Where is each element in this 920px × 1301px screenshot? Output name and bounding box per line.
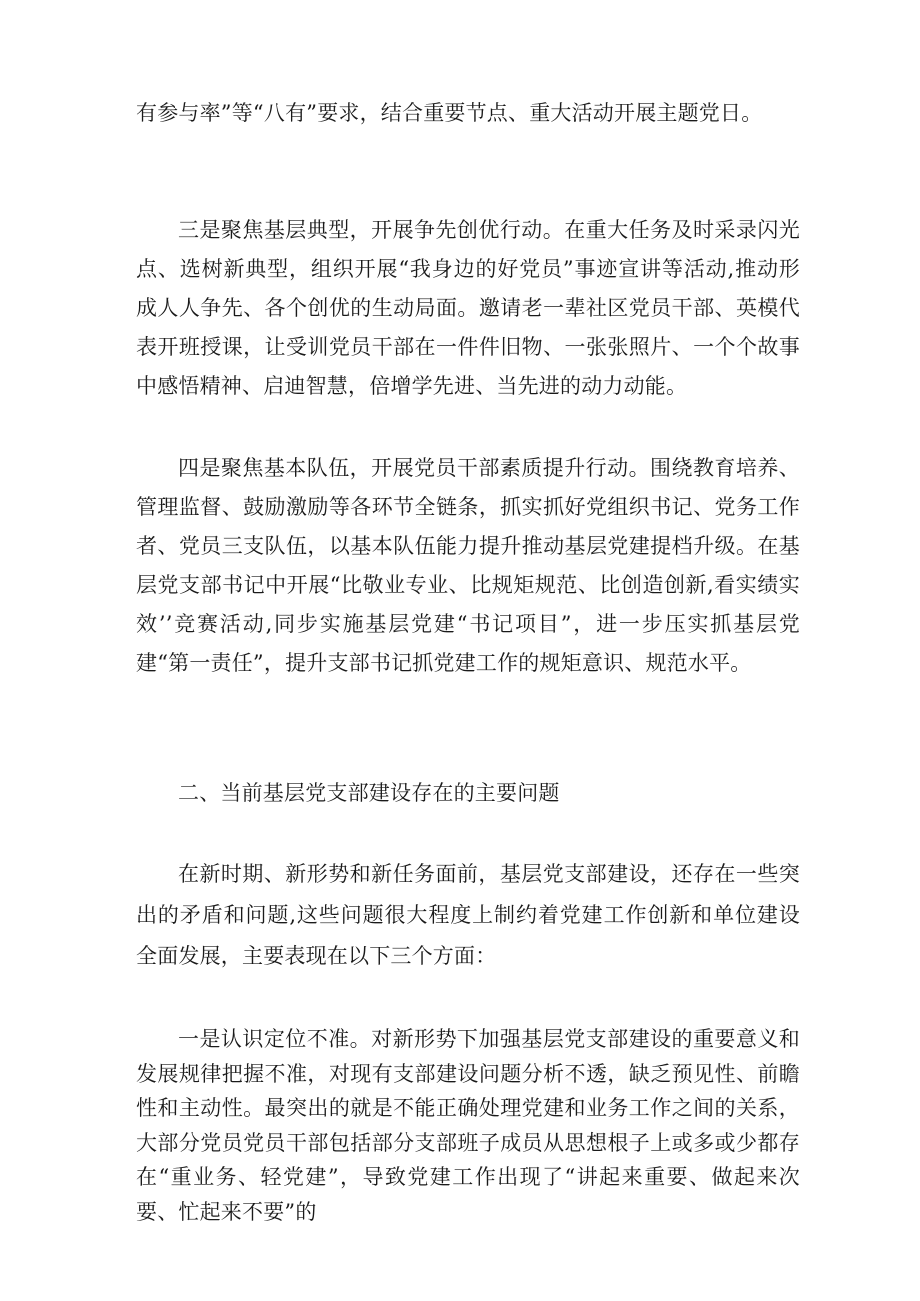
paragraph-point-three: 三是聚焦基层典型，开展争先创优行动。在重大任务及时采录闪光点、选树新典型，组织开展“我身边的好党员”事迹宣讲等活动,推动形成人人争先、各个创优的生动局面。邀请老一辈社区党员干部、英模代表开班授课，让受训党员干部在一件件旧物、一张张照片、一个个故事中感悟精神、启迪智慧，倍增学先进、当先进的动力动能。 [136,218,800,398]
section-heading: 二、当前基层党支部建设存在的主要问题 [178,781,560,805]
paragraph-continuation: 有参与率”等“八有”要求，结合重要节点、重大活动开展主题党日。 [136,101,763,125]
paragraph-point-four: 四是聚焦基本队伍，开展党员干部素质提升行动。围绕教育培养、管理监督、鼓励激励等各环节全链条，抓实抓好党组织书记、党务工作者、党员三支队伍，以基本队伍能力提升推动基层党建提档升级。在基层党支部书记中开展“比敬业专业、比规矩规范、比创造创新,看实绩实效’’竞赛活动,同步实施基层党建“书记项目”，进一步压实抓基层党建“第一责任”，提升支部书记抓党建工作的规矩意识、规范水平。 [136,456,800,675]
paragraph-point-one: 一是认识定位不准。对新形势下加强基层党支部建设的重要意义和发展规律把握不准，对现有支部建设问题分析不透，缺乏预见性、前瞻性和主动性。最突出的就是不能正确处理党建和业务工作之间的关系，大部分党员党员干部包括部分支部班子成员从思想根子上或多或少都存在“重业务、轻党建”，导致党建工作出现了“讲起来重要、做起来次要、忙起来不要”的 [136,1027,800,1224]
paragraph-intro: 在新时期、新形势和新任务面前，基层党支部建设，还存在一些突出的矛盾和问题,这些问题很大程度上制约着党建工作创新和单位建设全面发展，主要表现在以下三个方面： [136,862,800,968]
